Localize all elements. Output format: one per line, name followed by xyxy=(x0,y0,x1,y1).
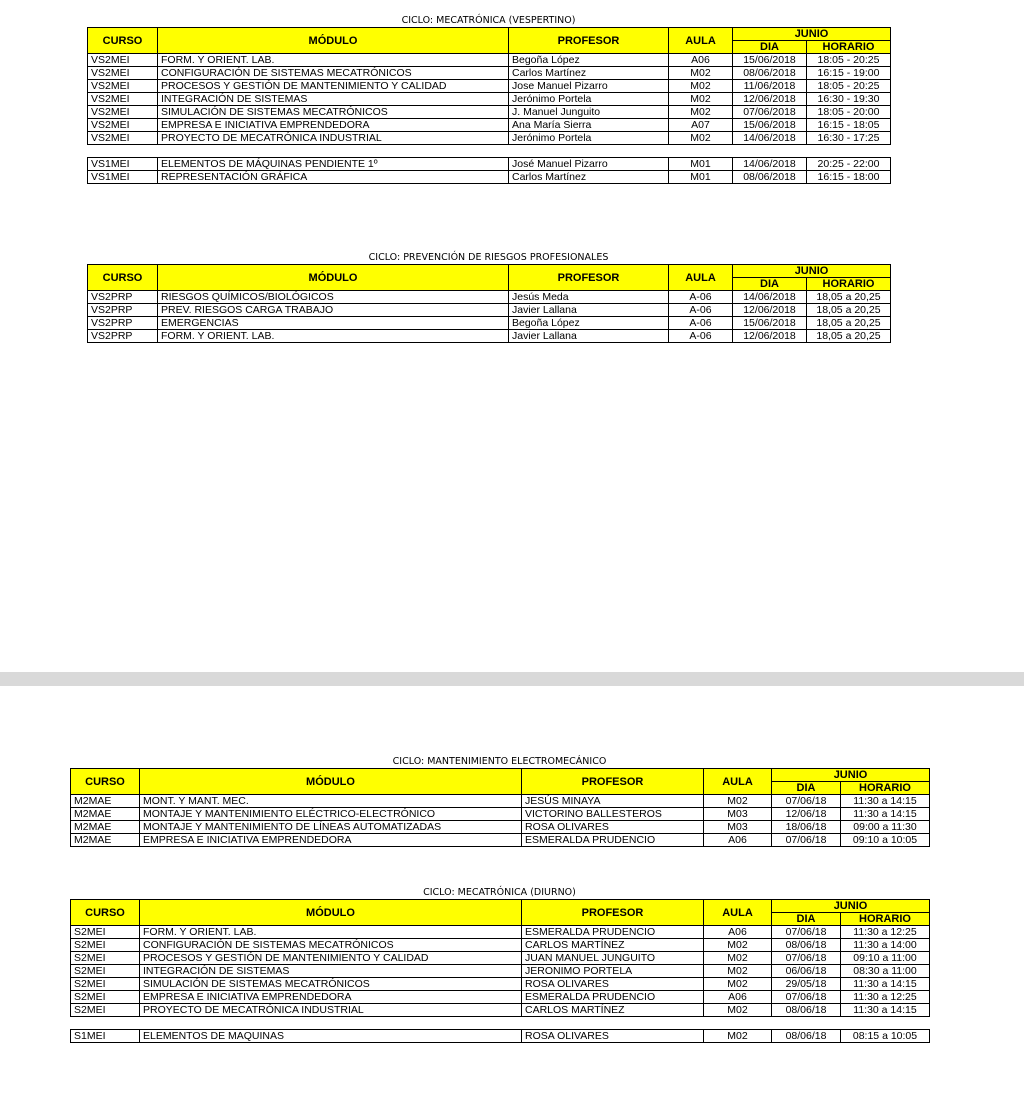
header-horario: HORARIO xyxy=(841,782,930,795)
cell-dia: 11/06/2018 xyxy=(733,80,807,93)
cell-profesor: Carlos Martínez xyxy=(509,67,669,80)
table-row xyxy=(71,952,930,965)
cell-dia: 06/06/18 xyxy=(772,965,841,978)
header-modulo: MÓDULO xyxy=(158,265,509,291)
cell-modulo: FORM. Y ORIENT. LAB. xyxy=(158,54,509,67)
cell-profesor: Begoña López xyxy=(509,54,669,67)
header-month: JUNIO xyxy=(733,28,891,41)
cell-curso: VS2MEI xyxy=(88,132,158,145)
cell-curso: VS1MEI xyxy=(88,171,158,184)
cell-curso: VS2PRP xyxy=(88,291,158,304)
table-row xyxy=(88,132,891,145)
section-prevencion-riesgos xyxy=(87,251,891,343)
schedule-table xyxy=(87,264,891,343)
cell-modulo: PROYECTO DE MECATRÓNICA INDUSTRIAL xyxy=(140,1004,522,1017)
cell-curso: M2MAE xyxy=(71,821,140,834)
cell-modulo: PROCESOS Y GESTIÓN DE MANTENIMIENTO Y CALIDAD xyxy=(158,80,509,93)
cell-modulo: EMPRESA E INICIATIVA EMPRENDEDORA xyxy=(140,834,522,847)
cell-profesor: ESMERALDA PRUDENCIO xyxy=(522,926,704,939)
cell-profesor: Begoña López xyxy=(509,317,669,330)
table-row xyxy=(71,1030,930,1043)
cell-profesor: ESMERALDA PRUDENCIO xyxy=(522,991,704,1004)
cell-aula: A-06 xyxy=(669,317,733,330)
table-row xyxy=(88,304,891,317)
header-dia: DIA xyxy=(733,41,807,54)
section-title: CICLO: MANTENIMIENTO ELECTROMECÁNICO xyxy=(392,756,607,767)
table-row xyxy=(71,965,930,978)
table-row xyxy=(88,317,891,330)
cell-horario: 11:30 a 14:00 xyxy=(841,939,930,952)
cell-curso: VS2PRP xyxy=(88,317,158,330)
header-aula: AULA xyxy=(669,28,733,54)
cell-aula: A06 xyxy=(704,991,772,1004)
table-row xyxy=(88,171,891,184)
cell-curso: S2MEI xyxy=(71,939,140,952)
cell-horario: 18:05 - 20:25 xyxy=(807,80,891,93)
cell-dia: 15/06/2018 xyxy=(733,317,807,330)
cell-horario: 11:30 a 14:15 xyxy=(841,795,930,808)
cell-modulo: MONT. Y MANT. MEC. xyxy=(140,795,522,808)
cell-curso: VS2MEI xyxy=(88,67,158,80)
cell-horario: 16:30 - 19:30 xyxy=(807,93,891,106)
table-row xyxy=(88,291,891,304)
header-month: JUNIO xyxy=(772,900,930,913)
table-row xyxy=(71,978,930,991)
header-modulo: MÓDULO xyxy=(140,769,522,795)
cell-dia: 12/06/18 xyxy=(772,808,841,821)
table-row xyxy=(71,926,930,939)
spacer-cell xyxy=(71,1017,930,1030)
cell-profesor: Ana María Sierra xyxy=(509,119,669,132)
cell-dia: 14/06/2018 xyxy=(733,158,807,171)
cell-aula: M02 xyxy=(704,1030,772,1043)
cell-profesor: ROSA OLIVARES xyxy=(522,978,704,991)
cell-horario: 11:30 a 14:15 xyxy=(841,978,930,991)
cell-dia: 07/06/18 xyxy=(772,991,841,1004)
cell-modulo: PREV. RIESGOS CARGA TRABAJO xyxy=(158,304,509,317)
cell-modulo: RIESGOS QUÍMICOS/BIOLÓGICOS xyxy=(158,291,509,304)
table-row xyxy=(71,821,930,834)
cell-horario: 08:30 a 11:00 xyxy=(841,965,930,978)
group-spacer xyxy=(88,145,891,158)
cell-modulo: MONTAJE Y MANTENIMIENTO ELÉCTRICO-ELECTRÓNICO xyxy=(140,808,522,821)
table-row xyxy=(71,939,930,952)
cell-horario: 18,05 a 20,25 xyxy=(807,291,891,304)
header-curso: CURSO xyxy=(88,265,158,291)
table-row xyxy=(71,834,930,847)
document-page-2 xyxy=(0,686,1024,1107)
header-curso: CURSO xyxy=(71,900,140,926)
cell-dia: 12/06/2018 xyxy=(733,330,807,343)
cell-dia: 08/06/18 xyxy=(772,939,841,952)
table-row xyxy=(88,106,891,119)
section-title: CICLO: MECATRÓNICA (DIURNO) xyxy=(423,887,576,898)
cell-profesor: CARLOS MARTÍNEZ xyxy=(522,939,704,952)
cell-dia: 12/06/2018 xyxy=(733,93,807,106)
header-month: JUNIO xyxy=(733,265,891,278)
cell-aula: M03 xyxy=(704,808,772,821)
cell-curso: M2MAE xyxy=(71,795,140,808)
cell-profesor: ESMERALDA PRUDENCIO xyxy=(522,834,704,847)
header-curso: CURSO xyxy=(71,769,140,795)
cell-curso: VS2PRP xyxy=(88,304,158,317)
cell-curso: S2MEI xyxy=(71,978,140,991)
header-horario: HORARIO xyxy=(841,913,930,926)
header-dia: DIA xyxy=(733,278,807,291)
cell-dia: 07/06/2018 xyxy=(733,106,807,119)
cell-modulo: CONFIGURACIÓN DE SISTEMAS MECATRÓNICOS xyxy=(140,939,522,952)
cell-modulo: ELEMENTOS DE MAQUINAS xyxy=(140,1030,522,1043)
cell-dia: 08/06/18 xyxy=(772,1004,841,1017)
table-row xyxy=(88,93,891,106)
table-row xyxy=(71,795,930,808)
schedule-table xyxy=(70,768,930,847)
section-title: CICLO: PREVENCIÓN DE RIESGOS PROFESIONALES xyxy=(368,252,609,263)
cell-aula: M02 xyxy=(704,952,772,965)
header-horario: HORARIO xyxy=(807,278,891,291)
cell-curso: VS2MEI xyxy=(88,106,158,119)
cell-profesor: ROSA OLIVARES xyxy=(522,821,704,834)
spacer-cell xyxy=(88,145,891,158)
table-row xyxy=(88,158,891,171)
cell-profesor: JESÚS MINAYA xyxy=(522,795,704,808)
cell-modulo: REPRESENTACIÓN GRÁFICA xyxy=(158,171,509,184)
cell-aula: M03 xyxy=(704,821,772,834)
cell-horario: 16:15 - 18:00 xyxy=(807,171,891,184)
cell-dia: 08/06/2018 xyxy=(733,171,807,184)
cell-curso: M2MAE xyxy=(71,834,140,847)
cell-modulo: FORM. Y ORIENT. LAB. xyxy=(158,330,509,343)
cell-horario: 11:30 a 14:15 xyxy=(841,808,930,821)
cell-modulo: CONFIGURACIÓN DE SISTEMAS MECATRÓNICOS xyxy=(158,67,509,80)
cell-modulo: EMPRESA E INICIATIVA EMPRENDEDORA xyxy=(158,119,509,132)
cell-profesor: Jesús Meda xyxy=(509,291,669,304)
header-modulo: MÓDULO xyxy=(158,28,509,54)
header-dia: DIA xyxy=(772,782,841,795)
cell-aula: M02 xyxy=(704,795,772,808)
cell-profesor: Jerónimo Portela xyxy=(509,132,669,145)
cell-dia: 29/05/18 xyxy=(772,978,841,991)
page-separator xyxy=(0,672,1024,686)
cell-profesor: JERONIMO PORTELA xyxy=(522,965,704,978)
cell-dia: 07/06/18 xyxy=(772,834,841,847)
cell-dia: 08/06/18 xyxy=(772,1030,841,1043)
header-curso: CURSO xyxy=(88,28,158,54)
cell-modulo: SIMULACIÓN DE SISTEMAS MECATRÓNICOS xyxy=(140,978,522,991)
header-dia: DIA xyxy=(772,913,841,926)
cell-profesor: Carlos Martínez xyxy=(509,171,669,184)
table-row xyxy=(71,991,930,1004)
cell-profesor: VICTORINO BALLESTEROS xyxy=(522,808,704,821)
cell-dia: 18/06/18 xyxy=(772,821,841,834)
cell-modulo: ELEMENTOS DE MÁQUINAS PENDIENTE 1º xyxy=(158,158,509,171)
table-row xyxy=(71,808,930,821)
cell-profesor: Javier Lallana xyxy=(509,304,669,317)
cell-horario: 09:00 a 11:30 xyxy=(841,821,930,834)
table-row xyxy=(88,119,891,132)
cell-horario: 09:10 a 11:00 xyxy=(841,952,930,965)
cell-profesor: CARLOS MARTÍNEZ xyxy=(522,1004,704,1017)
cell-aula: M01 xyxy=(669,158,733,171)
header-month: JUNIO xyxy=(772,769,930,782)
header-profesor: PROFESOR xyxy=(522,769,704,795)
header-profesor: PROFESOR xyxy=(509,265,669,291)
cell-curso: VS2MEI xyxy=(88,93,158,106)
cell-profesor: J. Manuel Junguito xyxy=(509,106,669,119)
table-row xyxy=(88,80,891,93)
cell-dia: 07/06/18 xyxy=(772,952,841,965)
cell-aula: M02 xyxy=(669,132,733,145)
schedule-table xyxy=(87,27,891,184)
header-profesor: PROFESOR xyxy=(522,900,704,926)
cell-dia: 08/06/2018 xyxy=(733,67,807,80)
cell-horario: 18:05 - 20:25 xyxy=(807,54,891,67)
cell-horario: 16:15 - 19:00 xyxy=(807,67,891,80)
cell-curso: M2MAE xyxy=(71,808,140,821)
cell-curso: S1MEI xyxy=(71,1030,140,1043)
cell-modulo: INTEGRACIÓN DE SISTEMAS xyxy=(140,965,522,978)
cell-horario: 18,05 a 20,25 xyxy=(807,304,891,317)
cell-aula: M02 xyxy=(669,67,733,80)
cell-dia: 15/06/2018 xyxy=(733,54,807,67)
cell-aula: M01 xyxy=(669,171,733,184)
cell-modulo: FORM. Y ORIENT. LAB. xyxy=(140,926,522,939)
cell-dia: 14/06/2018 xyxy=(733,291,807,304)
cell-curso: VS2PRP xyxy=(88,330,158,343)
cell-curso: VS1MEI xyxy=(88,158,158,171)
cell-aula: A-06 xyxy=(669,330,733,343)
cell-horario: 18,05 a 20,25 xyxy=(807,330,891,343)
cell-aula: A06 xyxy=(669,54,733,67)
cell-horario: 18:05 - 20:00 xyxy=(807,106,891,119)
header-aula: AULA xyxy=(704,900,772,926)
cell-curso: S2MEI xyxy=(71,926,140,939)
cell-modulo: PROCESOS Y GESTIÓN DE MANTENIMIENTO Y CALIDAD xyxy=(140,952,522,965)
cell-aula: M02 xyxy=(704,978,772,991)
cell-dia: 12/06/2018 xyxy=(733,304,807,317)
section-mecatronica-vespertino xyxy=(87,14,891,184)
table-row xyxy=(88,67,891,80)
cell-curso: VS2MEI xyxy=(88,80,158,93)
header-aula: AULA xyxy=(669,265,733,291)
header-profesor: PROFESOR xyxy=(509,28,669,54)
cell-aula: M02 xyxy=(704,1004,772,1017)
cell-aula: A-06 xyxy=(669,291,733,304)
cell-dia: 07/06/18 xyxy=(772,795,841,808)
cell-modulo: INTEGRACIÓN DE SISTEMAS xyxy=(158,93,509,106)
cell-curso: VS2MEI xyxy=(88,119,158,132)
cell-curso: S2MEI xyxy=(71,991,140,1004)
cell-horario: 11:30 a 14:15 xyxy=(841,1004,930,1017)
cell-profesor: JUAN MANUEL JUNGUITO xyxy=(522,952,704,965)
cell-modulo: SIMULACIÓN DE SISTEMAS MECATRÓNICOS xyxy=(158,106,509,119)
cell-horario: 08:15 a 10:05 xyxy=(841,1030,930,1043)
cell-horario: 11:30 a 12:25 xyxy=(841,926,930,939)
cell-horario: 11:30 a 12:25 xyxy=(841,991,930,1004)
header-horario: HORARIO xyxy=(807,41,891,54)
cell-aula: A06 xyxy=(704,834,772,847)
header-modulo: MÓDULO xyxy=(140,900,522,926)
group-spacer xyxy=(71,1017,930,1030)
cell-curso: S2MEI xyxy=(71,952,140,965)
section-mantenimiento-electromecanico xyxy=(70,755,930,847)
cell-profesor: Jose Manuel Pizarro xyxy=(509,80,669,93)
cell-curso: S2MEI xyxy=(71,965,140,978)
cell-curso: VS2MEI xyxy=(88,54,158,67)
cell-aula: M02 xyxy=(669,80,733,93)
cell-dia: 07/06/18 xyxy=(772,926,841,939)
cell-aula: M02 xyxy=(669,106,733,119)
cell-aula: M02 xyxy=(704,939,772,952)
cell-modulo: EMERGENCIAS xyxy=(158,317,509,330)
cell-horario: 09:10 a 10:05 xyxy=(841,834,930,847)
cell-modulo: PROYECTO DE MECATRÓNICA INDUSTRIAL xyxy=(158,132,509,145)
cell-profesor: José Manuel Pizarro xyxy=(509,158,669,171)
cell-aula: M02 xyxy=(669,93,733,106)
cell-profesor: ROSA OLIVARES xyxy=(522,1030,704,1043)
cell-horario: 20:25 - 22:00 xyxy=(807,158,891,171)
cell-dia: 14/06/2018 xyxy=(733,132,807,145)
table-row xyxy=(88,330,891,343)
cell-aula: A-06 xyxy=(669,304,733,317)
cell-aula: A07 xyxy=(669,119,733,132)
cell-profesor: Javier Lallana xyxy=(509,330,669,343)
cell-horario: 18,05 a 20,25 xyxy=(807,317,891,330)
cell-aula: M02 xyxy=(704,965,772,978)
cell-curso: S2MEI xyxy=(71,1004,140,1017)
table-row xyxy=(71,1004,930,1017)
cell-modulo: MONTAJE Y MANTENIMIENTO DE LÍNEAS AUTOMATIZADAS xyxy=(140,821,522,834)
cell-dia: 15/06/2018 xyxy=(733,119,807,132)
schedule-table xyxy=(70,899,930,1043)
cell-horario: 16:15 - 18:05 xyxy=(807,119,891,132)
section-title: CICLO: MECATRÓNICA (VESPERTINO) xyxy=(401,15,576,26)
table-row xyxy=(88,54,891,67)
cell-aula: A06 xyxy=(704,926,772,939)
header-aula: AULA xyxy=(704,769,772,795)
cell-profesor: Jerónimo Portela xyxy=(509,93,669,106)
cell-modulo: EMPRESA E INICIATIVA EMPRENDEDORA xyxy=(140,991,522,1004)
section-mecatronica-diurno xyxy=(70,886,930,1043)
cell-horario: 16:30 - 17:25 xyxy=(807,132,891,145)
